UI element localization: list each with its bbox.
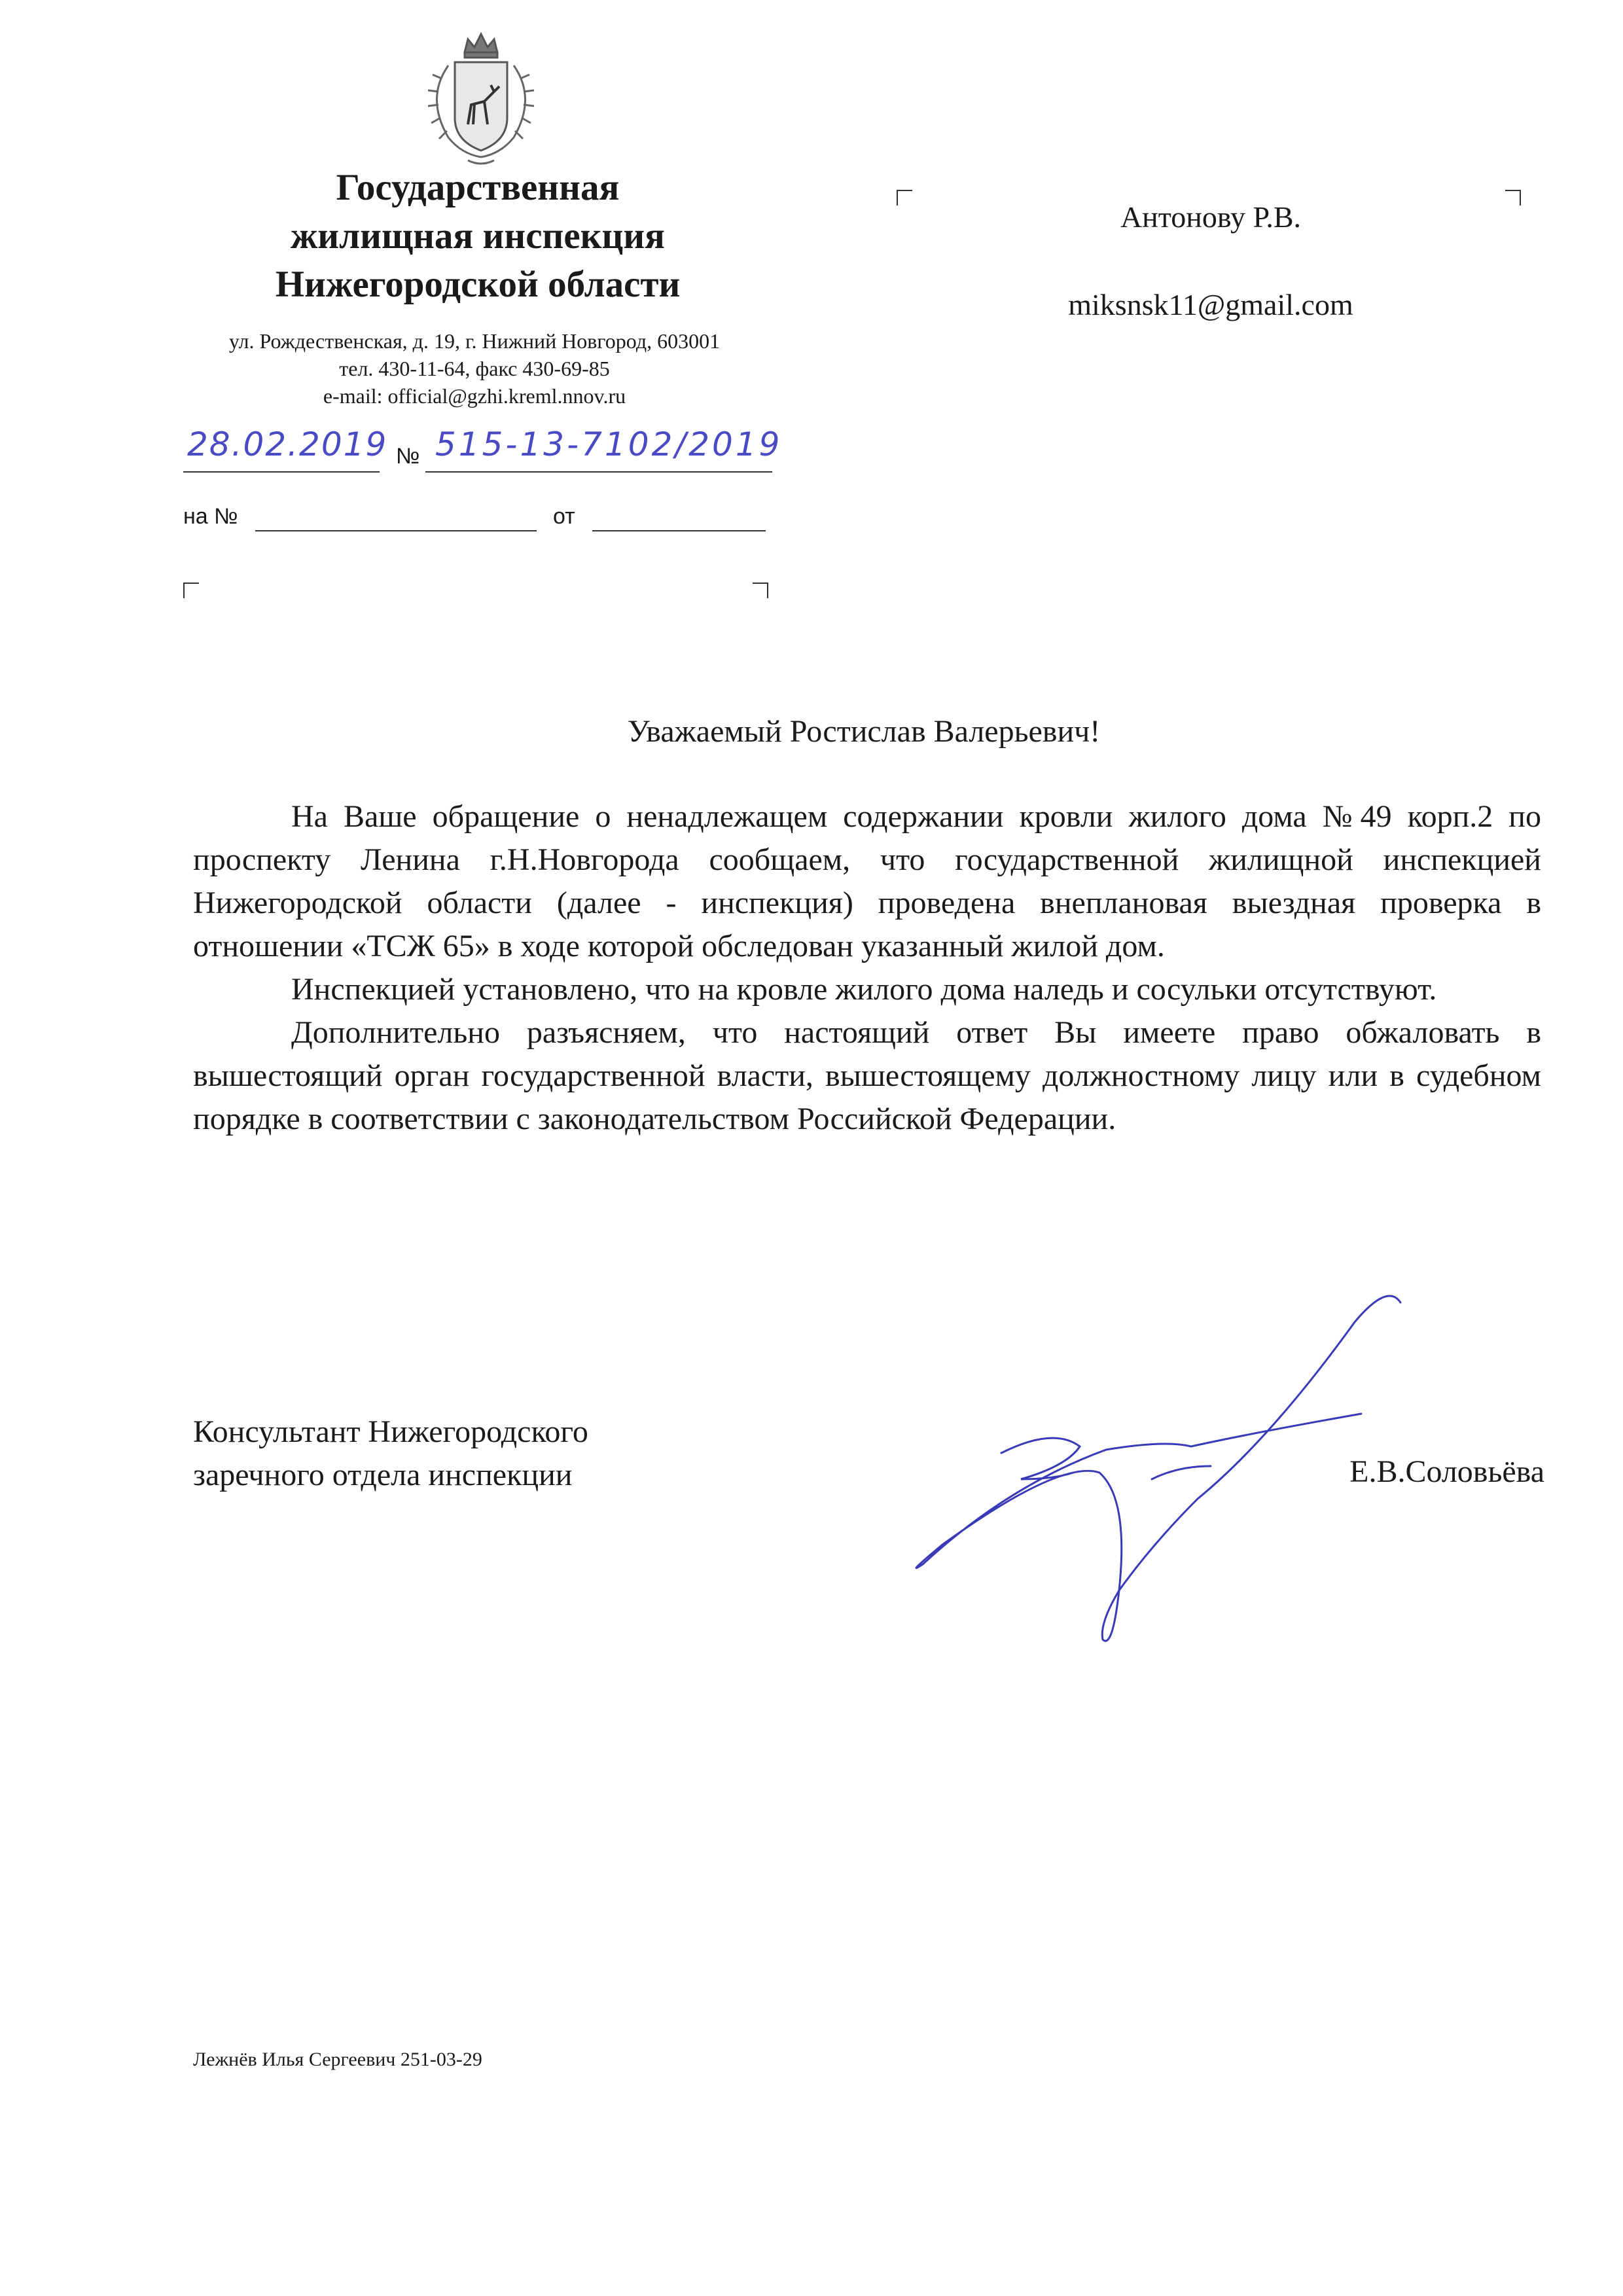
coat-of-arms-icon: [402, 26, 560, 170]
reference-number-line: [255, 530, 537, 531]
number-label: №: [396, 444, 420, 469]
signer-position: [193, 1410, 782, 1497]
organization-name-line: жилищная инспекция: [290, 215, 666, 257]
reference-row: [183, 504, 772, 543]
organization-name-line: Нижегородской области: [275, 264, 681, 305]
recipient-email: miksnsk11@gmail.com: [1068, 288, 1353, 321]
handwritten-date: 28.02.2019: [187, 425, 388, 463]
recipient-name: Антонову Р.В.: [1120, 200, 1302, 234]
body-paragraph: На Ваше обращение о ненадлежащем содержании кровли жилого дома №49 корп.2 по проспекту Ленина г.Н.Новгорода сообщаем, что государственной жилищной инспекцией Нижегородской области (далее - инспекция) проведена внеплановая выездная проверка в отношении «ТСЖ 65» в ходе которой обследован указанный жилой дом.: [193, 799, 1541, 963]
letter-body: [193, 795, 1541, 1141]
organization-contacts: [164, 327, 785, 410]
signer-name: Е.В.Соловьёва: [1349, 1454, 1544, 1489]
corner-mark: [897, 190, 912, 206]
body-paragraph: Инспекцией установлено, что на кровле жилого дома наледь и сосульки отсутствуют.: [291, 972, 1437, 1007]
signer-position-line: Консультант Нижегородского: [193, 1414, 588, 1449]
number-underline: [425, 471, 772, 473]
reference-date-line: [592, 530, 766, 531]
registration-row: [183, 425, 783, 478]
phone-fax-line: тел. 430-11-64, факс 430-69-85: [339, 357, 610, 380]
date-underline: [183, 471, 380, 473]
salutation: Уважаемый Ростислав Валерьевич!: [627, 714, 1101, 749]
organization-name: [190, 164, 766, 309]
executor-line: Лежнёв Илья Сергеевич 251-03-29: [193, 2049, 482, 2070]
email-line: e-mail: official@gzhi.kreml.nnov.ru: [323, 384, 626, 408]
address-line: ул. Рождественская, д. 19, г. Нижний Новгород, 603001: [228, 329, 721, 353]
handwritten-reg-number: 515-13-7102/2019: [435, 425, 783, 463]
body-paragraph: Дополнительно разъясняем, что настоящий ответ Вы имеете право обжаловать в вышестоящий орган государственной власти, вышестоящему должностному лицу или в судебном порядке в соответствии с законодательством Российской Федерации.: [193, 1015, 1541, 1136]
reference-label: на №: [183, 504, 238, 529]
corner-mark: [183, 583, 199, 598]
recipient-block: [916, 196, 1505, 326]
reference-from-label: от: [553, 504, 575, 529]
organization-name-line: Государственная: [336, 167, 620, 208]
corner-mark: [753, 583, 768, 598]
signer-position-line: заречного отдела инспекции: [193, 1458, 573, 1492]
corner-mark: [1505, 190, 1521, 206]
